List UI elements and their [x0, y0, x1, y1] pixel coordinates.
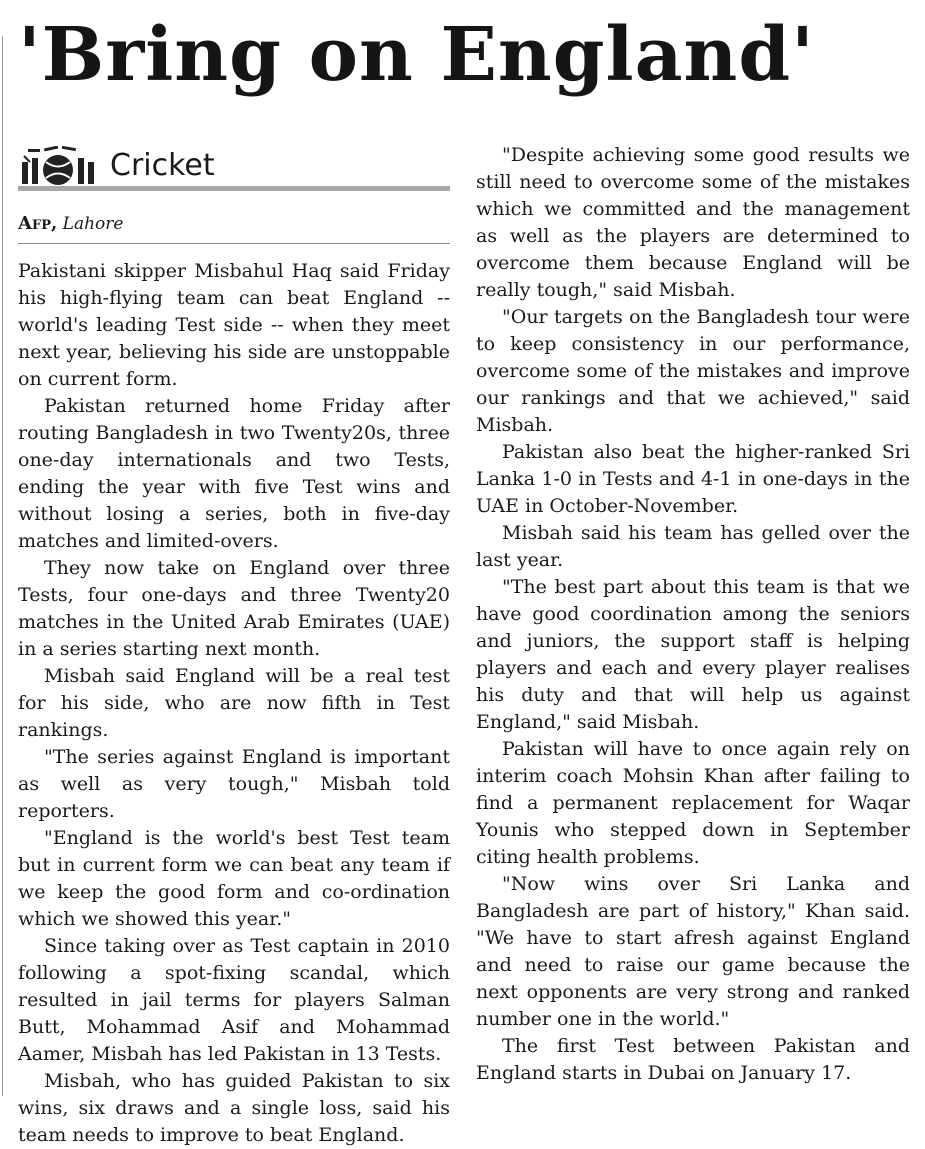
paragraph: Misbah said England will be a real test for his side, who are now fifth in Test rankings.: [18, 665, 450, 741]
headline: 'Bring on England': [18, 12, 815, 98]
byline-place: Lahore: [62, 214, 124, 234]
cricket-ball-stumps-icon: [18, 146, 104, 190]
byline-rule: [18, 243, 450, 244]
paragraph: Pakistan will have to once again rely on interim coach Mohsin Khan after failing to find a permanent replacement for Waqar Younis who stepped down in September citing health problems.: [476, 738, 910, 868]
paragraph: "Now wins over Sri Lanka and Bangladesh are part of history," Khan said. "We have to start afresh against England and need to raise our game because the next opponents are very strong and ranked number one in the world.": [476, 873, 910, 1030]
paragraph: "The series against England is important as well as very tough," Misbah told reporters.: [18, 746, 450, 822]
paragraph: They now take on England over three Tests, four one-days and three Twenty20 matches in the United Arab Emirates (UAE) in a series starting next month.: [18, 557, 450, 660]
section-header: [18, 146, 450, 192]
paragraph: The first Test between Pakistan and England starts in Dubai on January 17.: [476, 1035, 910, 1084]
section-rule: [18, 186, 450, 191]
article-column-left: [18, 258, 450, 1149]
column-divider: [2, 36, 3, 1096]
paragraph: Misbah, who has guided Pakistan to six wins, six draws and a single loss, said his team needs to improve to beat England.: [18, 1070, 450, 1146]
byline-agency: Afp,: [18, 213, 58, 234]
section-label: Cricket: [110, 148, 215, 183]
article-column-right: [476, 142, 910, 1087]
paragraph: Pakistan returned home Friday after routing Bangladesh in two Twenty20s, three one-day internationals and two Tests, ending the year with five Test wins and without losing a series, both in five-day matches and limited-overs.: [18, 395, 450, 552]
paragraph: "The best part about this team is that we have good coordination among the seniors and juniors, the support staff is helping players and each and every player realises his duty and that will help us against England," said Misbah.: [476, 576, 910, 733]
paragraph: "Despite achieving some good results we still need to overcome some of the mistakes which we committed and the management as well as the players are determined to overcome them because England will be really tough," said Misbah.: [476, 144, 910, 301]
byline: [18, 213, 123, 235]
paragraph: Misbah said his team has gelled over the last year.: [476, 522, 910, 571]
paragraph: "Our targets on the Bangladesh tour were to keep consistency in our performance, overcome some of the mistakes and improve our rankings and that we achieved," said Misbah.: [476, 306, 910, 436]
paragraph: "England is the world's best Test team but in current form we can beat any team if we keep the good form and co-ordination which we showed this year.": [18, 827, 450, 930]
paragraph: Pakistan also beat the higher-ranked Sri Lanka 1-0 in Tests and 4-1 in one-days in the UAE in October-November.: [476, 441, 910, 517]
paragraph: Pakistani skipper Misbahul Haq said Friday his high-flying team can beat England -- world's leading Test side -- when they meet next year, believing his side are unstoppable on current form.: [18, 260, 450, 390]
paragraph: Since taking over as Test captain in 2010 following a spot-fixing scandal, which resulted in jail terms for players Salman Butt, Mohammad Asif and Mohammad Aamer, Misbah has led Pakistan in 13 Tests.: [18, 935, 450, 1065]
